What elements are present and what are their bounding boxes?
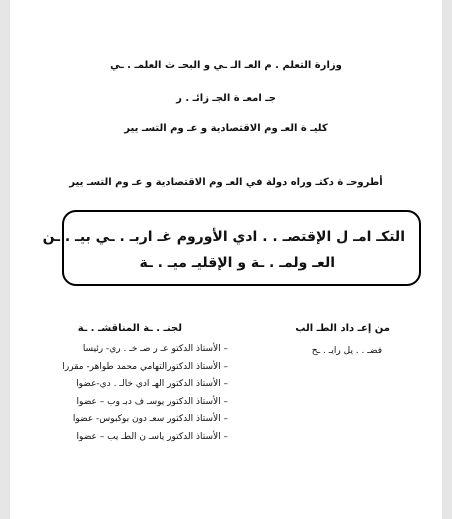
document-page: [10, 0, 442, 519]
student-name: فضـ . . يل رايـ . ـح: [311, 346, 382, 356]
thesis-title-line-1: التكـ امـ ل الإقتصـ . . ادي الأوروم غـ اربـ . ـي بيـ . ـن: [42, 229, 405, 245]
thesis-title-box: [42, 210, 421, 286]
committee-member: – الأستاذ الدكتور الهـ ادي خالـ . دي-عضوا: [76, 379, 228, 389]
thesis-type: أطروحـ ة دكتـ وراه دولة في العـ وم الاقتصادية و عـ وم التسـ يير: [69, 177, 383, 188]
thesis-title-line-2: العـ ولمـ . ـة و الإقليـ ميـ . ـة: [139, 255, 335, 271]
faculty-name: كليـ ة العـ وم الاقتصادية و عـ وم التسـ يير: [124, 123, 328, 134]
committee-member: – الأستاذ الدكتور ياسـ ن الطـ يب – عضوا: [76, 431, 228, 442]
committee-members-list: [38, 341, 228, 446]
committee-member: – الأستاذ الدكتور سعـ دون بوكبوس- عضوا: [72, 414, 228, 424]
committee-member: – الأستاذ الدكتور يوسـ ف دبـ وب – عضوا: [76, 396, 228, 407]
committee-heading: لجنـ . ـة المناقشـ . ـة: [77, 323, 182, 334]
ministry-name: وزارة التعلم . م العـ الـ ـي و البحـ ث العلمـ . ـي: [110, 60, 342, 71]
committee-member: – الأستاذ الدكتو عـ ر صـ خـ . ري- رئيسا: [82, 344, 228, 354]
student-heading: من إعـ داد الطـ الب: [295, 323, 390, 334]
committee-member: – الأستاذ الدكتورالتهامي محمد طواهر- مقررا: [62, 361, 228, 372]
university-name: جـ امعـ ة الجـ زائـ . ر: [176, 93, 276, 104]
